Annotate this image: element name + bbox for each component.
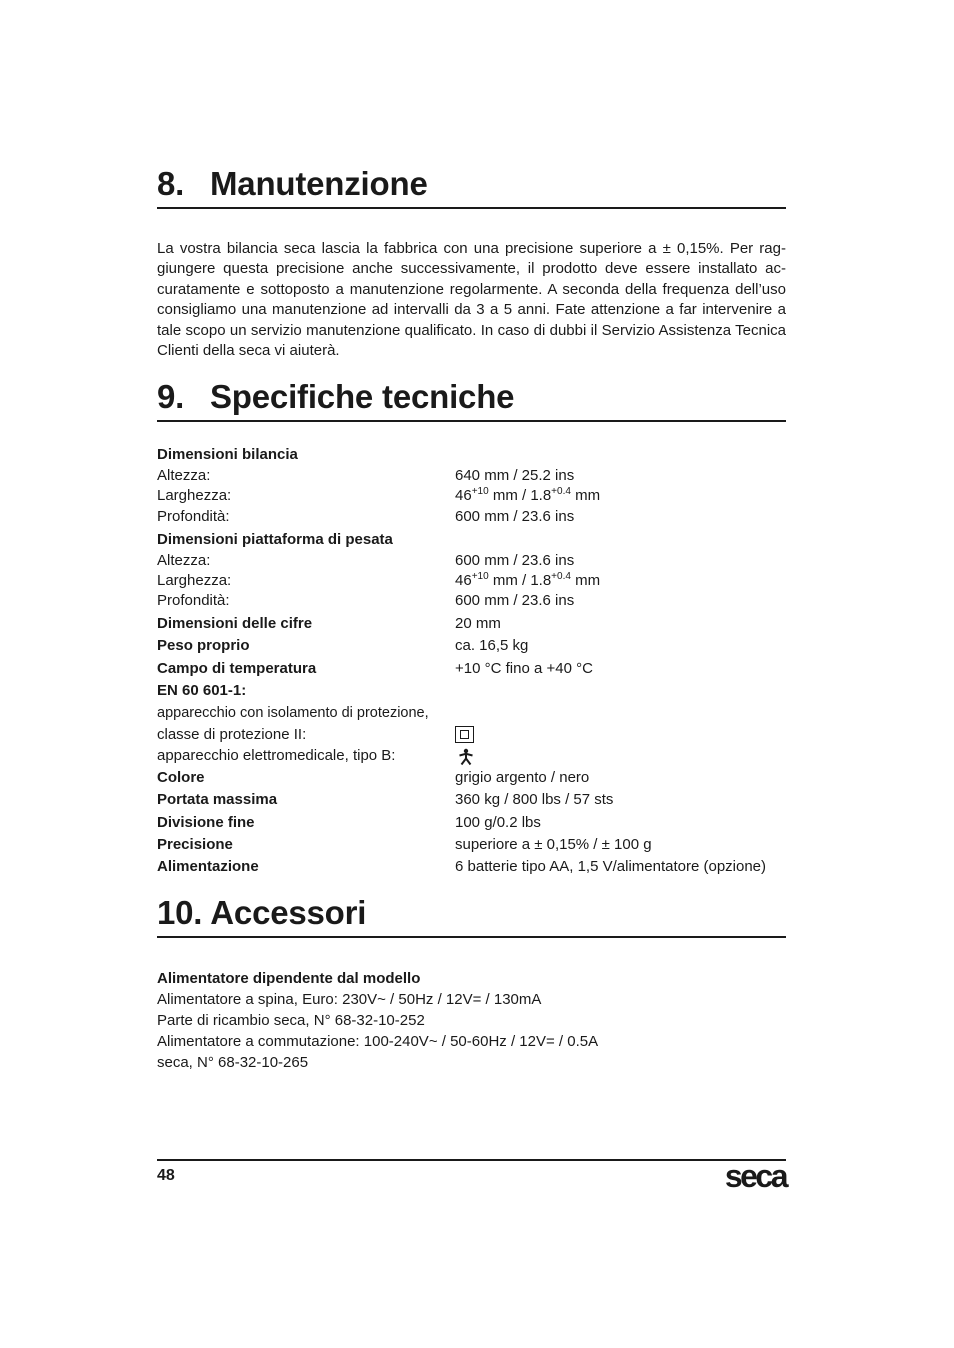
spec-value: 6 batterie tipo AA, 1,5 V/alimentatore (opzione) bbox=[455, 858, 767, 876]
spec-value bbox=[458, 746, 474, 768]
type-b-applied-part-icon bbox=[458, 748, 474, 766]
spec-value: 600 mm / 23.6 ins bbox=[455, 592, 575, 610]
section-number: 8. bbox=[157, 165, 185, 202]
spec-value: 600 mm / 23.6 ins bbox=[455, 551, 575, 569]
spec-label: Precisione bbox=[157, 835, 233, 853]
spec-value: 640 mm / 25.2 ins bbox=[455, 467, 575, 485]
spec-value: +10 °C fino a +40 °C bbox=[455, 659, 593, 677]
section-10-heading bbox=[157, 895, 786, 938]
spec-value: 600 mm / 23.6 ins bbox=[455, 507, 575, 525]
spec-row bbox=[157, 856, 786, 878]
page-number: 48 bbox=[157, 1167, 175, 1184]
spec-value: $46^{+10}$ mm / $1.8^{+0.4}$ mm bbox=[455, 571, 601, 590]
spec-row bbox=[157, 635, 786, 657]
spec-heading: Dimensioni piattaforma di pesata bbox=[157, 530, 393, 548]
spec-label: Peso proprio bbox=[157, 637, 250, 655]
spec-value: $46^{+10}$ mm / $1.8^{+0.4}$ mm bbox=[455, 486, 601, 505]
spec-value: grigio argento / nero bbox=[455, 769, 590, 787]
spec-label: Portata massima bbox=[157, 791, 278, 809]
spec-row bbox=[157, 611, 786, 635]
spec-row bbox=[157, 551, 786, 571]
spec-value: ca. 16,5 kg bbox=[455, 637, 529, 655]
section-title: Manutenzione bbox=[210, 165, 428, 202]
spec-label: Dimensioni delle cifre bbox=[157, 615, 313, 633]
spec-row bbox=[157, 507, 786, 527]
spec-label: Larghezza: bbox=[157, 487, 232, 505]
spec-value: 20 mm bbox=[455, 615, 501, 633]
spec-row bbox=[157, 591, 786, 611]
accessory-line: Parte di ricambio seca, N° 68-32-10-252 bbox=[157, 1012, 425, 1029]
protection-class-ii-icon bbox=[455, 726, 474, 743]
spec-value: 360 kg / 800 lbs / 57 sts bbox=[455, 791, 614, 809]
seca-logo: seca bbox=[724, 1158, 786, 1194]
spec-label: Divisione fine bbox=[157, 813, 255, 831]
spec-row bbox=[157, 745, 786, 767]
accessory-line: Alimentatore a commutazione: 100-240V~ / 50-60Hz / 12V= / 0.5A bbox=[157, 1033, 599, 1050]
maintenance-paragraph: La vostra bilancia seca lascia la fabbrica con una precisione superiore a ± 0,15%. Per raggiungere questa precisione anche successivamente, il prodotto deve essere installato accuratamente e sottoposto a manutenzione regolarmente. A seconda della frequenza dell’uso consigliamo una manutenzione ad intervalli da 3 a 5 anni. Fate attenzione a far intervenire a tale scopo un servizio manutenzione qualificato. In caso di dubbi il Servizio Assistenza Tecnica Clienti della seca vi aiuterà. bbox=[157, 240, 786, 360]
spec-row bbox=[157, 658, 786, 680]
spec-label: Alimentazione bbox=[157, 858, 259, 876]
spec-row bbox=[157, 789, 786, 811]
section-number: 9. bbox=[157, 378, 185, 415]
spec-label: Profondità: bbox=[157, 592, 230, 610]
spec-label: Profondità: bbox=[157, 507, 230, 525]
section-8-heading bbox=[157, 166, 786, 209]
accessory-line: seca, N° 68-32-10-265 bbox=[157, 1054, 309, 1071]
specifications-table bbox=[157, 444, 786, 879]
accessory-line: Alimentatore a spina, Euro: 230V~ / 50Hz / 12V= / 130mA bbox=[157, 991, 542, 1008]
spec-value: superiore a ± 0,15% / ± 100 g bbox=[455, 835, 652, 853]
spec-heading: Dimensioni bilancia bbox=[157, 446, 298, 463]
spec-label: Larghezza: bbox=[157, 572, 232, 590]
section-title: Accessori bbox=[210, 894, 367, 931]
spec-label: Campo di temperatura bbox=[157, 659, 317, 677]
section-number: 10. bbox=[157, 894, 203, 931]
accessories-list bbox=[157, 968, 786, 1073]
spec-value bbox=[455, 725, 474, 745]
spec-row bbox=[157, 466, 786, 486]
spec-label: apparecchio con isolamento di protezione, bbox=[157, 705, 429, 722]
spec-value: 100 g/0.2 lbs bbox=[455, 813, 541, 831]
spec-row bbox=[157, 486, 786, 506]
spec-label: apparecchio elettromedicale, tipo B: bbox=[157, 746, 396, 764]
accessories-heading: Alimentatore dipendente dal modello bbox=[157, 970, 421, 987]
spec-row bbox=[157, 812, 786, 834]
section-title: Specifiche tecniche bbox=[210, 378, 515, 415]
spec-label: classe di protezione II: bbox=[157, 725, 307, 743]
spec-row bbox=[157, 680, 786, 702]
spec-row bbox=[157, 527, 786, 551]
spec-label: Altezza: bbox=[157, 467, 211, 485]
spec-label: Colore bbox=[157, 769, 205, 787]
spec-row bbox=[157, 571, 786, 591]
spec-label: EN 60 601-1: bbox=[157, 682, 247, 700]
spec-row bbox=[157, 444, 786, 466]
spec-row bbox=[157, 702, 786, 724]
spec-row bbox=[157, 834, 786, 856]
section-9-heading bbox=[157, 379, 786, 422]
spec-label: Altezza: bbox=[157, 551, 211, 569]
spec-row bbox=[157, 767, 786, 789]
footer-divider bbox=[157, 1159, 786, 1161]
spec-row bbox=[157, 725, 786, 745]
